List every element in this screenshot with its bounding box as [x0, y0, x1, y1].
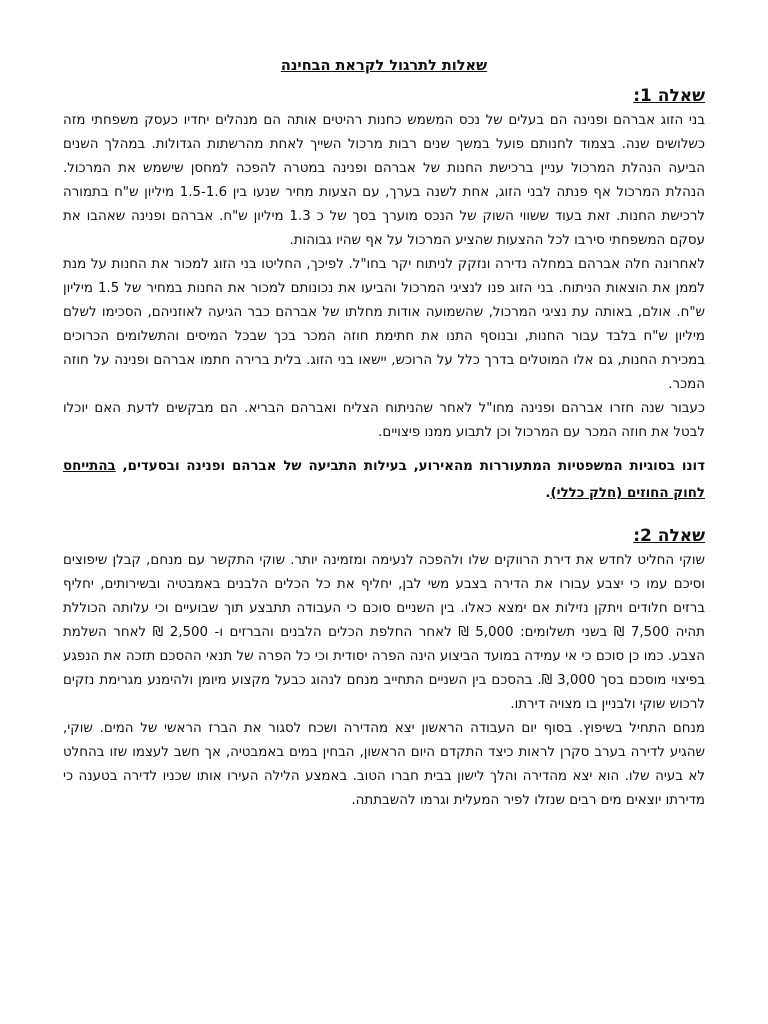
question-2-heading: שאלה 2:	[633, 526, 705, 546]
question-1-task-end: .	[545, 486, 551, 501]
question-2-paragraph-2: מנחם התחיל בשיפוץ. בסוף יום העבודה הראשון יצא מהדירה ושכח לסגור את הברז הראשי של המים. שוקי, שהגיע לדירה בערב סקרן לראות כיצד התקדם היום הראשון, הבחין במים באמבטיה, אך חשב לעצמו שזו בהחלט לא בעיה שלו. הוא יצא מהדירה והלך לישון בבית חברו הטוב. באמצע הלילה העירו אותו שכניו לדירה בטענה כי מדירתו יוצאים מים רבים שנזלו לפיר המעלית וגרמו להשבתתה.	[63, 721, 705, 808]
question-1-section	[63, 83, 705, 507]
question-1-paragraph-3: כעבור שנה חזרו אברהם ופנינה מחו"ל לאחר שהניתוח הצליח ואברהם הבריא. הם מבקשים לדעת האם יוכלו לבטל את חוזה המכר עם המרכול וכן לתבוע ממנו פיצויים.	[63, 401, 705, 440]
question-1-heading: שאלה 1:	[633, 86, 705, 106]
question-2-section	[63, 523, 705, 813]
question-2-paragraph-1: שוקי החליט לחדש את דירת הרווקים שלו ולהפכה לנעימה ומזמינה יותר. שוקי התקשר עם מנחם, קבלן שיפוצים וסיכם עמו כי יצבע עבורו את הדירה בצבע משי לבן, יחליף את כל הכלים הלבנים באמבטיה ובשירותים, יחליף ברזים חלודים ויתקן נזילות אם ימצא כאלו. בין השניים סוכם כי העבודה תתבצע תוך שבועיים וכי עלותה הכוללת תהיה 7,500 ₪ בשני תשלומים: 5,000 ₪ לאחר החלפת הכלים הלבנים והברזים ו- 2,500 ₪ לאחר השלמת הצבע. כמו כן סוכם כי אי עמידה במועד הביצוע הינה הפרה יסודית וכי כל הפרה של תנאי ההסכם תזכה את הנפגע בפיצוי מוסכם בסך 3,000 ₪. בהסכם בין השניים התחייב מנחם לנהוג כבעל מקצוע מיומן ולהימנע מגרימת נזקים לרכוש שוקי ולבניין בו מצויה דירתו.	[63, 553, 705, 712]
question-1-paragraph-1: בני הזוג אברהם ופנינה הם בעלים של נכס המשמש כחנות רהיטים אותה הם מנהלים יחדיו כעסק משפחתי מזה כשלושים שנה. בצמוד לחנותם פועל במשך שנים רבות מרכול השייך לאחת מהרשתות הגדולות. במהלך השנים הביעה הנהלת המרכול עניין ברכישת החנות של אברהם ופנינה במטרה להפכה למחסן שישמש את המרכול. הנהלת המרכול אף פנתה לבני הזוג, אחת לשנה בערך, עם הצעות מחיר שנעו בין 1.5-1.6 מיליון ש"ח בתמורה לרכישת החנות. זאת בעוד ששווי השוק של הנכס מוערך בסך של כ 1.3 מיליון ש"ח. אברהם ופנינה שאהבו את עסקם המשפחתי סירבו לכל ההצעות שהציע המרכול על אף שהיו גבוהות.	[63, 113, 706, 248]
document-title: שאלות לתרגול לקראת הבחינה	[280, 58, 488, 74]
question-1-task-text: דונו בסוגיות המשפטיות המתעוררות מהאירוע, בעילות התביעה של אברהם ופנינה ובסעדים,	[115, 459, 705, 474]
question-1-task	[63, 453, 705, 507]
question-1-task-reference: בהתייחס לחוק החוזים (חלק כללי)	[63, 459, 705, 501]
question-1-paragraph-2: לאחרונה חלה אברהם במחלה נדירה ונזקק לניתוח יקר בחו"ל. לפיכך, החליטו בני הזוג למכור את החנות על מנת לממן את הוצאות הניתוח. בני הזוג פנו לנציגי המרכול והביעו את נכונותם למכור את החנות במחיר של 1.5 מיליון ש"ח. אולם, באותה עת נציגי המרכול, שהשמועה אודות מחלתו של אברהם כבר הגיעה לאוזניהם, הסכימו לשלם מיליון ש"ח בלבד עבור החנות, ובנוסף התנו את חתימת חוזה המכר בכך שבכל המיסים והתשלומים הכרוכים במכירת החנות, גם אלו המוטלים בדרך כלל על הרוכש, יישאו בני הזוג. בלית ברירה חתמו אברהם ופנינה על חוזה המכר.	[63, 257, 705, 392]
